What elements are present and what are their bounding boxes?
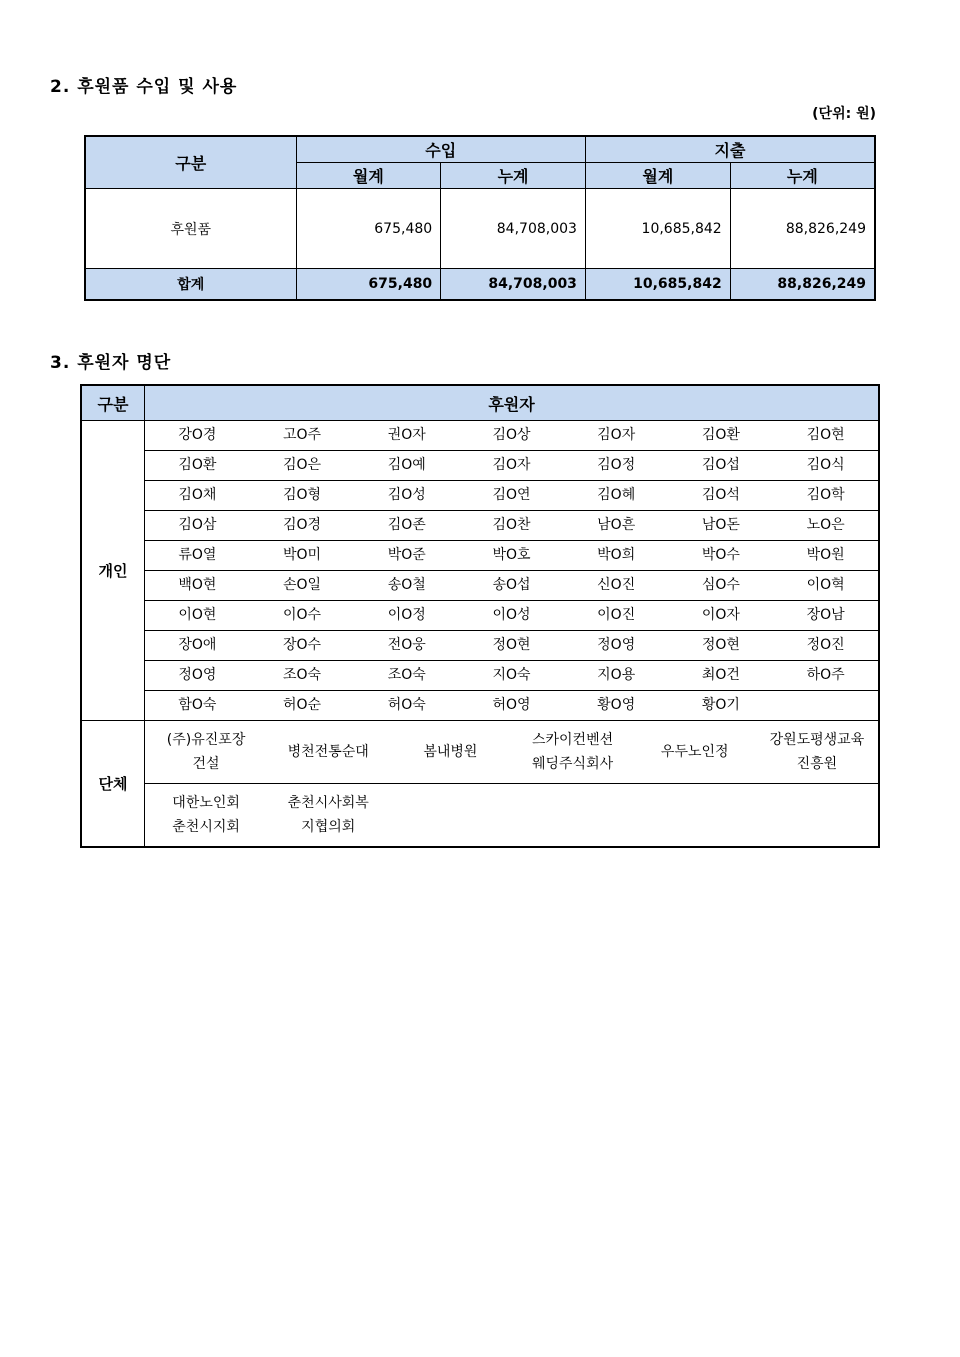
donor-name: 송O철: [354, 571, 459, 601]
donor-name: 김O삼: [145, 511, 250, 541]
donor-name: 허O순: [283, 697, 322, 713]
donor-name: 박O수: [669, 541, 774, 571]
organization-name: [511, 784, 633, 846]
header-income-monthly: 월계: [296, 163, 441, 189]
donor-name: 김O섭: [669, 451, 774, 481]
donor-name: 지O용: [564, 661, 669, 691]
organization-name: [389, 784, 511, 846]
donor-name: 김O현: [773, 421, 878, 451]
donor-name: 함O숙: [178, 697, 217, 713]
total-expense-cumulative: 88,826,249: [730, 269, 875, 301]
donor-name: 김O경: [250, 511, 355, 541]
organization-name: [756, 784, 878, 846]
total-label: 합계: [85, 269, 296, 301]
organization-name: 스카이컨벤션 웨딩주식회사: [531, 732, 614, 772]
donor-name: 김O성: [354, 481, 459, 511]
donor-name: 이O자: [669, 601, 774, 631]
donor-name: 허O영: [492, 697, 531, 713]
expense-monthly-cell: 10,685,842: [585, 189, 730, 269]
donor-name: 김O연: [459, 481, 564, 511]
donor-name: 강O경: [145, 421, 250, 451]
group-row: [145, 721, 878, 784]
header-category: 구분: [85, 136, 296, 189]
section-3-title: 3. 후원자 명단: [50, 353, 172, 373]
donor-name: 김O형: [250, 481, 355, 511]
header-income-cumulative: 누계: [441, 163, 586, 189]
organization-name: [634, 784, 756, 846]
donor-name: 장O애: [145, 631, 250, 661]
donor-name: 최O건: [669, 661, 774, 691]
donor-name: 하O주: [773, 661, 878, 691]
header-expense: 지출: [585, 136, 875, 163]
donor-name: 황O기: [701, 697, 740, 713]
group-row: [145, 784, 878, 846]
donor-name: 조O숙: [250, 661, 355, 691]
donor-name: 김O상: [459, 421, 564, 451]
donor-name: 정O진: [773, 631, 878, 661]
expense-cumulative-cell: 88,826,249: [730, 189, 875, 269]
donor-name: 박O미: [250, 541, 355, 571]
donor-name: 박O호: [459, 541, 564, 571]
donor-name: 권O자: [354, 421, 459, 451]
total-expense-monthly: 10,685,842: [585, 269, 730, 301]
organization-name: 병천전통순대: [287, 744, 369, 760]
donor-name: 정O현: [459, 631, 564, 661]
donor-name: 정O영: [564, 631, 669, 661]
donor-name: 김O자: [459, 451, 564, 481]
donor-name: 노O은: [773, 511, 878, 541]
donor-name: 정O영: [145, 661, 250, 691]
donor-name: 김O예: [354, 451, 459, 481]
unit-label: (단위: 원): [812, 106, 876, 122]
organization-name: 강원도평생교육 진흥원: [769, 732, 865, 772]
donor-name: 백O현: [145, 571, 250, 601]
organization-name: (주)유진포장 건설: [166, 732, 246, 772]
total-income-cumulative: 84,708,003: [441, 269, 586, 301]
organization-name: 대한노인회 춘천시지회: [172, 795, 240, 835]
donor-name: 이O정: [354, 601, 459, 631]
donor-name: 이O성: [459, 601, 564, 631]
donor-name: 허O숙: [387, 697, 426, 713]
donor-name: 정O현: [669, 631, 774, 661]
donor-name: 심O수: [669, 571, 774, 601]
donor-name: 김O학: [773, 481, 878, 511]
header-expense-cumulative: 누계: [730, 163, 875, 189]
donation-goods-table: [84, 135, 876, 301]
donor-name: 김O존: [354, 511, 459, 541]
organization-name: 우두노인정: [660, 744, 729, 760]
total-income-monthly: 675,480: [296, 269, 441, 301]
income-monthly-cell: 675,480: [296, 189, 441, 269]
individual-label: 개인: [81, 421, 145, 721]
total-row: [85, 269, 875, 301]
donor-name: 전O웅: [354, 631, 459, 661]
donor-name: 이O혁: [773, 571, 878, 601]
donor-name: 김O채: [145, 481, 250, 511]
donor-name: 이O수: [250, 601, 355, 631]
section-2-title: 2. 후원품 수입 및 사용: [50, 77, 238, 97]
row-label: 후원품: [85, 189, 296, 269]
donor-name: 류O열: [145, 541, 250, 571]
income-cumulative-cell: 84,708,003: [441, 189, 586, 269]
donor-name: 김O혜: [564, 481, 669, 511]
donor-name: 김O환: [669, 421, 774, 451]
individual-grid: [145, 421, 878, 720]
group-label: 단체: [81, 721, 145, 848]
individual-donors: [145, 421, 880, 721]
donor-name: 지O숙: [459, 661, 564, 691]
header-donor: 후원자: [145, 385, 880, 421]
donor-name: 이O진: [564, 601, 669, 631]
donor-name: 장O수: [250, 631, 355, 661]
donor-name: 신O진: [564, 571, 669, 601]
donor-name: [773, 691, 878, 720]
donor-name: 이O현: [145, 601, 250, 631]
donor-name: 김O석: [669, 481, 774, 511]
donor-name: 손O일: [250, 571, 355, 601]
donor-name: 고O주: [250, 421, 355, 451]
donor-name: 박O원: [773, 541, 878, 571]
donor-list-table: [80, 384, 880, 848]
donor-name: 김O찬: [459, 511, 564, 541]
donor-name: 김O정: [564, 451, 669, 481]
donor-name: 황O영: [597, 697, 636, 713]
organization-name: 춘천시사회복 지협의회: [287, 795, 369, 835]
donor-name: 김O자: [564, 421, 669, 451]
organization-name: 봄내병원: [423, 744, 478, 760]
header-expense-monthly: 월계: [585, 163, 730, 189]
table-row: [85, 189, 875, 269]
donor-name: 남O돈: [669, 511, 774, 541]
donor-name: 김O식: [773, 451, 878, 481]
donor-name: 김O은: [250, 451, 355, 481]
donor-name: 남O흔: [564, 511, 669, 541]
header-category: 구분: [81, 385, 145, 421]
donor-name: 조O숙: [354, 661, 459, 691]
donor-name: 김O환: [145, 451, 250, 481]
donor-name: 박O준: [354, 541, 459, 571]
donor-name: 박O희: [564, 541, 669, 571]
donor-name: 송O섭: [459, 571, 564, 601]
header-income: 수입: [296, 136, 585, 163]
donor-name: 장O남: [773, 601, 878, 631]
group-donors: [145, 721, 880, 848]
